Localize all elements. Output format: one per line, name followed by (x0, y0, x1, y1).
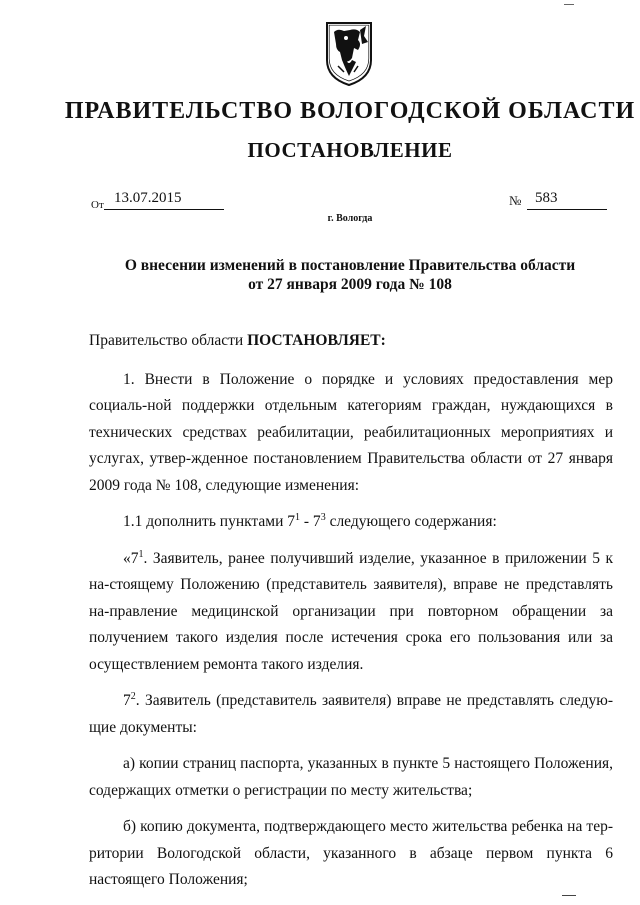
paragraph-7-2: $7^2$. Заявитель (представитель заявителя) вправе не представлять следую-щие документы: (89, 690, 613, 736)
document-body (89, 328, 613, 894)
paragraph-7-1: «$7^1$. Заявитель, ранее получивший изделие, указанное в приложении 5 к на-стоящему Положению (представитель заявителя), вправе не представлять на-правление медицинской организации при повторном обращении за получением такого изделия после истечения срока его пользования или за осуществлением ремонта такого изделия. (89, 548, 613, 673)
scan-mark-bottom (562, 895, 576, 896)
subject-line-1: О внесении изменений в постановление Правительства области (124, 257, 576, 274)
number-label: № (509, 193, 522, 208)
paragraph-1-1: 1.1 дополнить пунктами $7^1 - 7^3$ следующего содержания: (123, 511, 497, 530)
coat-of-arms-icon (324, 20, 374, 88)
city-name: г. Вологда (327, 213, 373, 224)
document-date: 13.07.2015 (104, 190, 224, 210)
paragraph-1: 1. Внести в Положение о порядке и условиях предоставления мер социаль-ной поддержки отдельным категориям граждан, нуждающихся в технических средствах реабилитации, реабилитационных мероприятиях и услугах, утвер-жденное постановлением Правительства области от 27 января 2009 года № 108, следующие изменения: (89, 370, 613, 494)
paragraph-a: а) копии страниц паспорта, указанных в пункте 5 настоящего Положения, содержащих отметки о регистрации по месту жительства; (89, 755, 613, 799)
document-number: 583 (527, 190, 607, 210)
document-subject (80, 256, 620, 294)
paragraph-b: б) копию документа, подтверждающего место жительства ребенка на тер-ритории Вологодской области, указанного в абзаце первом пункта 6 настоящего Положения; (89, 818, 613, 888)
subject-line-2: от 27 января 2009 года № 108 (248, 276, 452, 293)
government-title: ПРАВИТЕЛЬСТВО ВОЛОГОДСКОЙ ОБЛАСТИ (64, 98, 636, 124)
scan-mark (564, 4, 574, 5)
intro-decree-word: ПОСТАНОВЛЯЕТ: (247, 332, 386, 349)
intro-text: Правительство области (89, 332, 248, 349)
document-type: ПОСТАНОВЛЕНИЕ (247, 138, 453, 162)
date-label: От (91, 199, 104, 211)
intro-paragraph (89, 328, 613, 355)
